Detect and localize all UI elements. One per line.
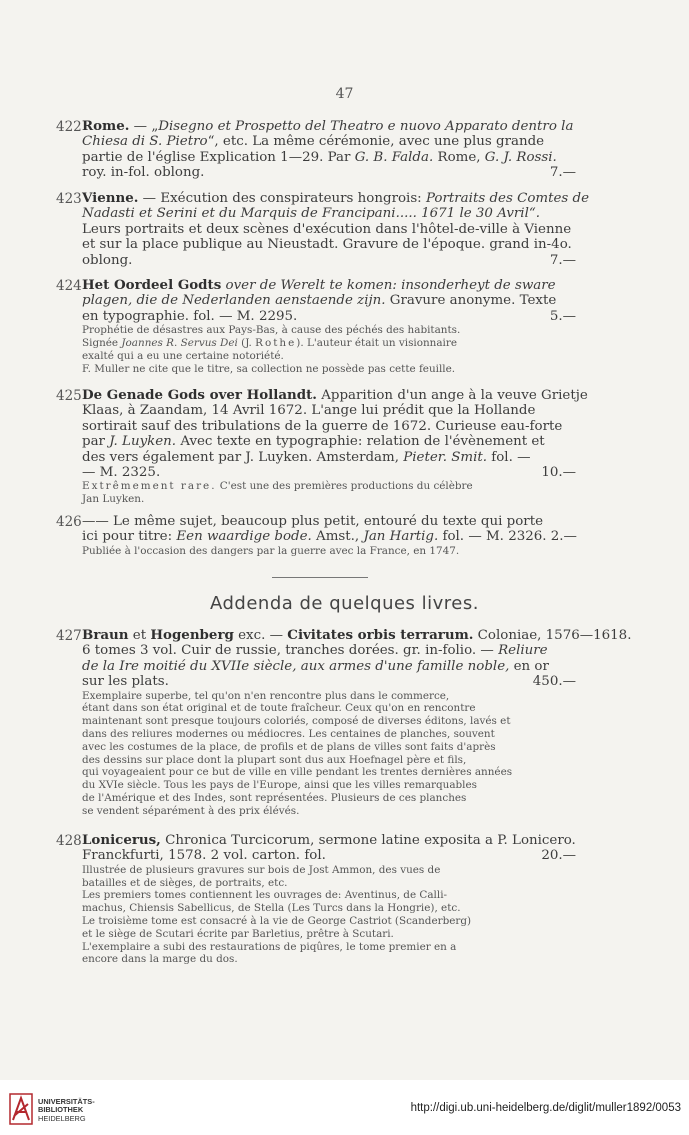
text-run: sortirait sauf des tribulations de la guerre de 1672. Curieuse eau-forte [82, 418, 563, 434]
text-run: du XVIe siècle. Tous les pays de l'Europe, ainsi que les villes remarquables [82, 779, 477, 792]
entry-description [82, 387, 588, 481]
text-run: Gravure anonyme. Texte [385, 293, 557, 309]
entry-line [82, 237, 576, 252]
library-name [38, 1098, 95, 1123]
text-run: —— Le même sujet, beaucoup plus petit, entouré du texte qui porte [82, 514, 544, 529]
note-line [82, 754, 576, 767]
entry-number: 425 [56, 388, 82, 404]
text-run: et sur la place publique au Nieustadt. Gravure de l'époque. grand in-4o. [82, 237, 572, 253]
entry-description [82, 514, 576, 545]
note-line [82, 877, 576, 890]
note-line [82, 728, 576, 741]
text-run: avec les costumes de la place, de profils et de plans de villes sont faits d'après [82, 740, 496, 753]
text-run: J. Luyken. [109, 434, 177, 450]
text-run: G. J. Rossi. [484, 149, 557, 165]
entry-note [82, 480, 576, 506]
entry-description [82, 627, 632, 690]
text-run: Coloniae, 1576—1618. [473, 628, 632, 643]
text-run: Rome. [82, 118, 130, 134]
page-number: 47 [335, 86, 354, 102]
text-run: Illustrée de plusieurs gravures sur bois de Jost Ammon, des vues de [82, 863, 441, 876]
text-run: se vendent séparément à des prix élévés. [82, 804, 300, 817]
text-run: par [82, 434, 110, 450]
entry-423 [56, 190, 590, 268]
entry-line-text [82, 119, 576, 134]
entry-line [82, 848, 576, 863]
note-line [82, 941, 576, 954]
entry-line-text [82, 674, 527, 689]
text-run: Publiée à l'occasion des dangers par la guerre avec la France, en 1747. [82, 544, 460, 557]
text-run: ici pour titre: [82, 529, 177, 545]
text-run: plagen, die de Nederlanden aenstaende zijn. [82, 293, 386, 309]
note-line [82, 480, 576, 493]
entry-426 [56, 514, 576, 558]
text-run: Exemplaire superbe, tel qu'on n'en rencontre plus dans le commerce, [82, 689, 450, 702]
note-line [82, 690, 576, 703]
entry-427 [56, 627, 632, 818]
text-run: De Genade Gods over Hollandt. [82, 387, 317, 403]
entry-number: 423 [56, 191, 82, 207]
text-run: Amst., [311, 529, 364, 545]
text-run: de l'Amérique et des Indes, sont représentées. Plusieurs de ces planches [82, 792, 467, 804]
note-line [82, 715, 576, 728]
text-run: F. Muller ne cite que le titre, sa collection ne possède pas cette feuille. [82, 362, 456, 375]
note-line [82, 545, 576, 558]
text-run: Reliure [498, 643, 548, 659]
text-run: — „ [129, 119, 159, 134]
text-run: machus, Chiensis Sabellicus, de Stella (Les Turcs dans la Hongrie), etc. [82, 902, 461, 915]
note-line [82, 702, 576, 715]
entry-line [82, 150, 576, 165]
note-line [82, 953, 576, 966]
note-line [82, 766, 576, 779]
entry-number: 426 [56, 514, 82, 530]
price: 7.— [549, 252, 576, 268]
text-run: Klaas, à Zaandam, 14 Avril 1672. L'ange lui prédit que la Hollande [82, 403, 536, 419]
entry-line [82, 293, 576, 308]
library-name-line3: HEIDELBERG [38, 1113, 86, 1123]
entry-description [82, 190, 590, 268]
entry-422 [56, 119, 576, 181]
entry-line-text [82, 514, 576, 529]
entry-line [82, 450, 576, 465]
entry-line [82, 434, 576, 449]
entry-line [82, 659, 576, 674]
note-line [82, 350, 576, 363]
note-line [82, 779, 576, 792]
note-line [82, 902, 576, 915]
text-run: Pieter. Smit. [403, 449, 488, 465]
text-run: en typographie. fol. — M. 2295. [82, 308, 298, 324]
text-run: qui voyageaient pour ce but de ville en ville pendant les trentes dernières années [82, 766, 513, 779]
library-name-line2: BIBLIOTHEK [38, 1105, 84, 1115]
note-line [82, 889, 576, 902]
note-line [82, 741, 576, 754]
text-run: Les premiers tomes contiennent les ouvrages de: Aventinus, de Calli- [82, 889, 448, 902]
text-run: ). L'auteur était un visionnaire [296, 337, 458, 350]
text-run: roy. in-fol. oblong. [82, 165, 205, 181]
text-run: fol. — [487, 449, 531, 465]
entry-line-text [82, 529, 577, 544]
price: 10.— [541, 465, 576, 481]
entry-line [82, 403, 576, 418]
text-run: 6 tomes 3 vol. Cuir de russie, tranches dorées. gr. in-folio. — [82, 643, 499, 659]
text-run: G. B. Falda. [354, 149, 434, 165]
text-run: Franckfurti, 1578. 2 vol. carton. fol. [82, 848, 326, 864]
price: 450.— [532, 674, 576, 690]
text-run: batailles et de sièges, de portraits, etc. [82, 876, 288, 889]
price: 20.— [541, 848, 576, 864]
entry-line-text [82, 419, 576, 434]
note-line [82, 363, 576, 376]
text-run: Portraits des Comtes de [425, 191, 590, 206]
text-run: Disegno et Prospetto del Theatro e nuovo Apparato dentro la [158, 119, 574, 134]
text-run: Jan Hartig. [363, 529, 439, 545]
text-run: Het Oordeel Godts [82, 277, 222, 293]
text-run: partie de l'église Explication 1—29. Par [82, 149, 355, 165]
text-run: (J. [237, 337, 256, 350]
text-run: maintenant sont presque toujours coloriés, composé de diverses éditons, lavés et [82, 715, 511, 728]
entry-line-text [82, 191, 589, 206]
price: 7.— [549, 165, 576, 181]
entry-line-text [82, 628, 631, 643]
text-run: Jan Luyken. [82, 493, 145, 506]
entry-note [82, 324, 576, 375]
entry-line [82, 674, 576, 689]
entry-line-text [82, 237, 576, 252]
entry-424 [56, 278, 576, 375]
entry-note [82, 864, 576, 966]
entry-line-text [82, 293, 576, 308]
entry-note [82, 545, 576, 558]
footer-bar [0, 1080, 689, 1135]
text-run: sur les plats. [82, 674, 169, 690]
text-run: Vienne. [82, 190, 139, 206]
entry-line-text [82, 403, 576, 418]
text-run: Chronica Turcicorum, sermone latine exposita a P. Lonicero. [160, 833, 576, 848]
entry-line [82, 465, 576, 480]
entry-number: 427 [56, 628, 82, 644]
text-run: Le troisième tome est consacré à la vie de George Castriot (Scanderberg) [82, 915, 472, 927]
entry-line [82, 627, 632, 643]
entry-line [82, 253, 576, 268]
note-line [82, 928, 576, 941]
entry-line [82, 387, 588, 403]
text-run: Civitates orbis terrarum. [287, 627, 474, 643]
text-run: encore dans la marge du dos. [82, 953, 238, 966]
price: 5.— [549, 308, 576, 324]
text-run: Prophétie de désastres aux Pays-Bas, à cause des péchés des habitants. [82, 324, 461, 337]
entry-line [82, 529, 576, 544]
text-run: Nadasti et Serini et du Marquis de Francipani..... 1671 le 30 Avril“. [82, 206, 540, 222]
entry-line-text [82, 659, 576, 674]
text-run: et le siège de Scutari écrite par Barletius, prêtre à Scutari. [82, 927, 394, 940]
addenda-heading: Addenda de quelques livres. [210, 593, 479, 614]
entry-line [82, 134, 576, 149]
text-run: des dessins sur place dont la plupart sont dus aux Hoefnagel père et fils, [82, 753, 467, 766]
text-run: C'est une des premières productions du célèbre [216, 480, 473, 493]
university-library-logo-icon [8, 1092, 34, 1126]
entry-line [82, 119, 576, 134]
text-run: exc. — [233, 628, 288, 643]
entry-line-text [82, 165, 544, 180]
entry-note [82, 690, 576, 818]
entry-428 [56, 833, 576, 966]
entry-line-text [82, 222, 576, 237]
entry-line-text [82, 278, 576, 293]
text-run: Hogenberg [150, 627, 234, 643]
entry-line-text [82, 150, 576, 165]
text-run: — M. 2325. [82, 465, 161, 481]
text-run: Signée [82, 337, 122, 350]
text-run: Apparition d'un ange à la veuve Grietje [316, 388, 588, 403]
text-run: et [128, 628, 151, 643]
text-run: Braun [82, 627, 129, 643]
text-run: de la Ire moitié du XVIIe siècle, aux armes d'une famille noble, [82, 658, 510, 674]
entry-line [82, 643, 576, 658]
text-run: dans des reliures modernes ou médiocres. Les centaines de planches, souvent [82, 728, 495, 741]
entry-number: 428 [56, 833, 82, 849]
note-line [82, 864, 576, 877]
text-run: exalté qui a eu une certaine notoriété. [82, 349, 284, 362]
note-line [82, 324, 576, 337]
text-run: Rothe [255, 337, 297, 350]
library-name-line1: UNIVERSITÄTS- [38, 1097, 95, 1106]
entry-line-text [82, 450, 576, 465]
entry-line [82, 222, 576, 237]
note-line [82, 805, 576, 818]
text-run: des vers également par J. Luyken. Amsterdam, [82, 449, 404, 465]
text-run: oblong. [82, 252, 133, 268]
entry-line-text [82, 465, 535, 480]
text-run: “, etc. La même cérémonie, avec une plus grande [207, 134, 545, 150]
note-line [82, 493, 576, 506]
entry-line-text [82, 848, 535, 863]
entry-line-text [82, 309, 544, 324]
entry-description [82, 833, 576, 864]
entry-line [82, 419, 576, 434]
entry-line [82, 190, 590, 206]
entry-line [82, 206, 576, 221]
entry-line-text [82, 388, 588, 403]
text-run: L'exemplaire a subi des restaurations de piqûres, le tome premier en a [82, 940, 457, 953]
entry-line [82, 165, 576, 180]
entry-number: 424 [56, 278, 82, 294]
text-run: Lonicerus, [82, 832, 161, 848]
text-run: Rome, [433, 149, 485, 165]
note-line [82, 337, 576, 350]
note-line [82, 792, 576, 805]
text-run: Avec texte en typographie: relation de l'évènement et [176, 434, 545, 450]
text-run: Een waardige bode. [176, 529, 312, 545]
entry-425 [56, 387, 588, 506]
entry-line-text [82, 134, 576, 149]
text-run: Joannes R. Servus Dei [121, 337, 238, 350]
text-run: en or [509, 658, 549, 674]
entry-number: 422 [56, 119, 82, 135]
entry-line-text [82, 253, 544, 268]
entry-line-text [82, 833, 576, 848]
entry-description [82, 278, 576, 324]
text-run: Leurs portraits et deux scènes d'exécution dans l'hôtel-de-ville à Vienne [82, 221, 572, 237]
entry-description [82, 119, 576, 181]
entry-line-text [82, 643, 576, 658]
text-run: Extrêmement rare. [82, 480, 217, 493]
entry-line [82, 309, 576, 324]
text-run: fol. — M. 2326. 2.— [438, 529, 577, 545]
entry-line [82, 514, 576, 529]
entry-line [82, 833, 576, 848]
text-run: — Exécution des conspirateurs hongrois: [138, 191, 426, 206]
section-divider [272, 577, 368, 578]
text-run: Chiesa di S. Pietro [82, 134, 208, 150]
text-run: étant dans son état original et de toute fraîcheur. Ceux qu'on en rencontre [82, 702, 476, 715]
entry-line [82, 278, 576, 293]
note-line [82, 915, 576, 928]
entry-line-text [82, 434, 576, 449]
source-url-link[interactable]: http://digi.ub.uni-heidelberg.de/diglit/muller1892/0053 [410, 1102, 681, 1114]
entry-line-text [82, 206, 576, 221]
text-run: over de Werelt te komen: insonderheyt de sware [225, 278, 556, 293]
